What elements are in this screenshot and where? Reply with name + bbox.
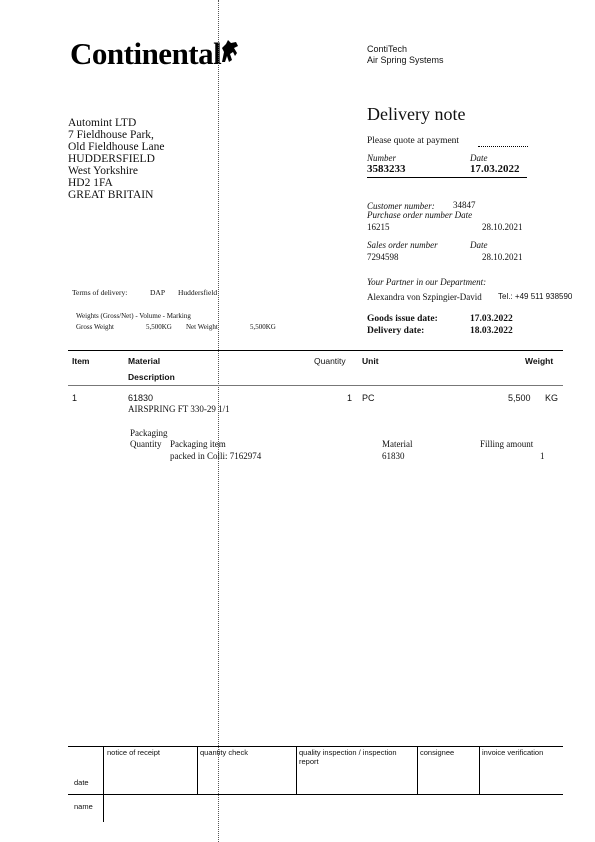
col-quality-inspection: quality inspection / inspection report [299,748,397,766]
gross-weight-value: 5,500KG [146,323,172,331]
packaging-material-label: Material [382,439,413,449]
address-line: HD2 1FA [68,177,113,189]
row-date-label: date [74,778,89,787]
packaging-quantity-label: Quantity [130,439,162,449]
col-consignee: consignee [420,748,455,757]
po-label: Purchase order number Date [367,210,473,220]
address-line: West Yorkshire [68,165,138,177]
document-number: 3583233 [367,163,406,175]
packaging-filling-label: Filling amount [480,439,534,449]
grid-divider [296,746,297,794]
terms-label: Terms of delivery: [72,288,128,297]
document-title: Delivery note [367,104,466,124]
net-weight-value: 5,500KG [250,323,276,331]
row-name-label: name [74,802,93,811]
net-weight-label: Net Weight [186,323,218,331]
grid-mid-rule [68,794,563,795]
fold-line [218,0,219,842]
packaging-title: Packaging [130,428,168,438]
grid-top-rule [68,746,563,747]
address-line: Old Fieldhouse Lane [68,141,165,153]
col-quantity: Quantity [314,356,346,366]
recipient-address [68,117,164,201]
document-date: 17.03.2022 [470,163,520,175]
delivery-date: 18.03.2022 [470,326,513,336]
packaging-material-value: 61830 [382,451,405,461]
so-date-label: Date [470,240,488,250]
partner-label: Your Partner in our Department: [367,277,487,287]
partner-name: Alexandra von Szpingier-David [367,292,482,302]
brand-logo: Continental [70,36,222,71]
goods-issue-label: Goods issue date: [367,314,438,324]
table-top-rule [68,350,563,351]
incoterm: DAP [150,288,166,297]
customer-number-label: Customer number: [367,201,435,211]
packaging-filling-value: 1 [540,451,545,461]
quote-underline [478,146,528,147]
company-division: Air Spring Systems [367,55,444,65]
address-line: Automint LTD [68,117,137,129]
row-material: 61830 [128,393,154,403]
grid-divider [103,746,104,822]
col-unit: Unit [362,356,379,366]
po-number: 16215 [367,222,390,232]
row-item: 1 [72,393,78,403]
so-date: 28.10.2021 [482,252,523,262]
col-material: Material [128,356,161,366]
customer-number: 34847 [453,200,476,210]
grid-divider [417,746,418,794]
col-quantity-check: quantity check [200,748,248,757]
number-label: Number [367,153,396,163]
row-weight: 5,500 [508,393,531,403]
col-notice-of-receipt: notice of receipt [107,748,160,757]
so-number: 7294598 [367,252,399,262]
col-weight: Weight [525,356,554,366]
grid-divider [197,746,198,794]
delivery-date-label: Delivery date: [367,326,425,336]
horse-logo-icon [218,38,244,64]
row-quantity: 1 [347,393,353,403]
po-date: 28.10.2021 [482,222,523,232]
so-label: Sales order number [367,240,438,250]
address-line: GREAT BRITAIN [68,189,154,201]
row-weight-unit: KG [545,393,559,403]
address-line: HUDDERSFIELD [68,153,155,165]
company-name: ContiTech [367,44,408,54]
grid-divider [479,746,480,794]
number-underline [367,177,527,178]
col-invoice-verification: invoice verification [482,748,544,757]
weights-header: Weights (Gross/Net) - Volume - Marking [76,312,191,320]
date-label: Date [470,153,488,163]
gross-weight-label: Gross Weight [76,323,115,331]
row-description: AIRSPRING FT 330-29 1/1 [128,404,230,414]
partner-phone: Tel.: +49 511 938590 [498,292,573,301]
packaging-packed-text: packed in Colli: 7162974 [170,451,262,461]
col-item: Item [72,356,90,366]
row-unit: PC [362,393,375,403]
table-header-rule [68,385,563,386]
col-description: Description [128,372,175,382]
quote-instruction: Please quote at payment [367,136,460,146]
address-line: 7 Fieldhouse Park, [68,129,154,141]
packaging-item-label: Packaging item [170,439,226,449]
incoterm-place: Huddersfield [178,288,218,297]
goods-issue-date: 17.03.2022 [470,314,513,324]
